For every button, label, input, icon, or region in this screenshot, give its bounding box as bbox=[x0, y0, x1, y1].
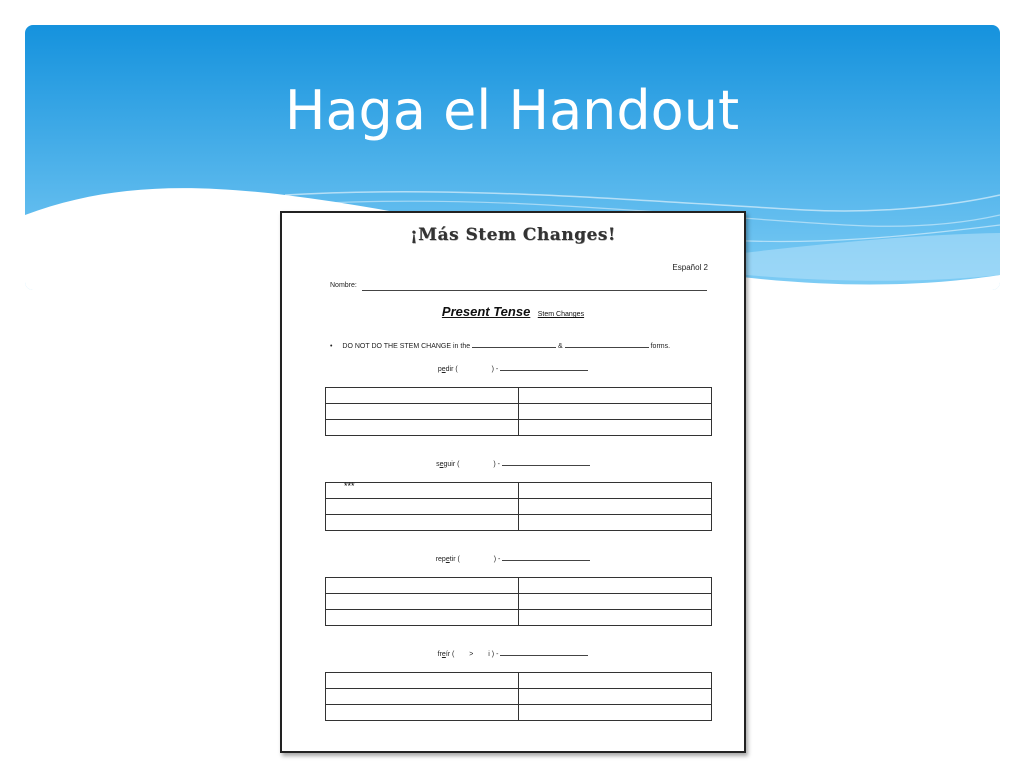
table-row bbox=[326, 404, 712, 420]
table-cell bbox=[519, 483, 712, 499]
table-cell bbox=[326, 499, 519, 515]
verb-part: i ) - bbox=[488, 651, 499, 658]
verb-part: dir ( bbox=[445, 366, 458, 373]
table-cell bbox=[519, 420, 712, 436]
bullet-text-end: forms. bbox=[650, 343, 671, 350]
table-row bbox=[326, 499, 712, 515]
conjugation-table bbox=[325, 387, 712, 436]
verb-part: ) - bbox=[491, 366, 499, 373]
verb-line bbox=[282, 459, 744, 468]
section-heading bbox=[282, 303, 744, 321]
table-row bbox=[326, 673, 712, 689]
table-cell bbox=[326, 610, 519, 626]
blank-line bbox=[500, 649, 588, 656]
table-row bbox=[326, 420, 712, 436]
stem-vowel: e bbox=[441, 366, 446, 373]
name-blank-line bbox=[362, 290, 707, 291]
verb-line bbox=[282, 364, 744, 373]
blank-line bbox=[502, 554, 590, 561]
table-row bbox=[326, 483, 712, 499]
table-cell bbox=[519, 673, 712, 689]
verb-part: fr bbox=[437, 651, 442, 658]
stem-vowel: e bbox=[441, 651, 446, 658]
instruction-bullet bbox=[330, 340, 670, 350]
table-cell bbox=[326, 404, 519, 420]
table-row bbox=[326, 594, 712, 610]
table-cell bbox=[519, 388, 712, 404]
table-cell bbox=[326, 483, 519, 499]
handout-document bbox=[280, 211, 746, 753]
slide-title: Haga el Handout bbox=[284, 79, 740, 142]
table-cell bbox=[326, 594, 519, 610]
table-row bbox=[326, 388, 712, 404]
table-cell bbox=[326, 578, 519, 594]
name-label: Nombre: bbox=[330, 282, 357, 289]
note-marker: *** bbox=[344, 481, 355, 491]
table-cell bbox=[326, 420, 519, 436]
table-cell bbox=[519, 594, 712, 610]
verb-change: > bbox=[469, 651, 474, 658]
verb-part: ír ( bbox=[445, 651, 455, 658]
verb-part: guir ( bbox=[443, 461, 460, 468]
verb-part: tir ( bbox=[449, 556, 460, 563]
table-row bbox=[326, 689, 712, 705]
handout-title: ¡Más Stem Changes! bbox=[410, 225, 616, 245]
conjugation-table bbox=[325, 482, 712, 531]
table-cell bbox=[519, 689, 712, 705]
blank-line bbox=[500, 364, 588, 371]
table-cell bbox=[326, 673, 519, 689]
table-cell bbox=[326, 388, 519, 404]
blank-line bbox=[565, 340, 649, 348]
table-cell bbox=[326, 689, 519, 705]
table-row bbox=[326, 578, 712, 594]
verb-part: ) - bbox=[493, 556, 501, 563]
stem-vowel: e bbox=[445, 556, 450, 563]
table-row bbox=[326, 515, 712, 531]
section-subtitle: Stem Changes bbox=[537, 311, 585, 318]
section-title: Present Tense bbox=[441, 304, 531, 319]
verb-part: ) - bbox=[493, 461, 500, 468]
verb-line bbox=[282, 554, 744, 563]
table-cell bbox=[326, 515, 519, 531]
stem-vowel: e bbox=[439, 461, 444, 468]
verb-part: p bbox=[437, 366, 442, 373]
bullet-text-mid: & bbox=[558, 343, 563, 350]
bullet-icon: • bbox=[330, 343, 333, 350]
table-cell bbox=[326, 705, 519, 721]
table-cell bbox=[519, 610, 712, 626]
table-row bbox=[326, 610, 712, 626]
class-label: Español 2 bbox=[672, 263, 708, 272]
table-cell bbox=[519, 404, 712, 420]
bullet-text-start: DO NOT DO THE STEM CHANGE in the bbox=[342, 343, 471, 350]
blank-line bbox=[502, 459, 590, 466]
verb-part: s bbox=[436, 461, 440, 468]
table-cell bbox=[519, 515, 712, 531]
table-row bbox=[326, 705, 712, 721]
verb-part: rep bbox=[435, 556, 446, 563]
table-cell bbox=[519, 578, 712, 594]
table-cell bbox=[519, 499, 712, 515]
conjugation-table bbox=[325, 577, 712, 626]
table-cell bbox=[519, 705, 712, 721]
verb-line bbox=[282, 649, 744, 658]
conjugation-table bbox=[325, 672, 712, 721]
blank-line bbox=[472, 340, 556, 348]
